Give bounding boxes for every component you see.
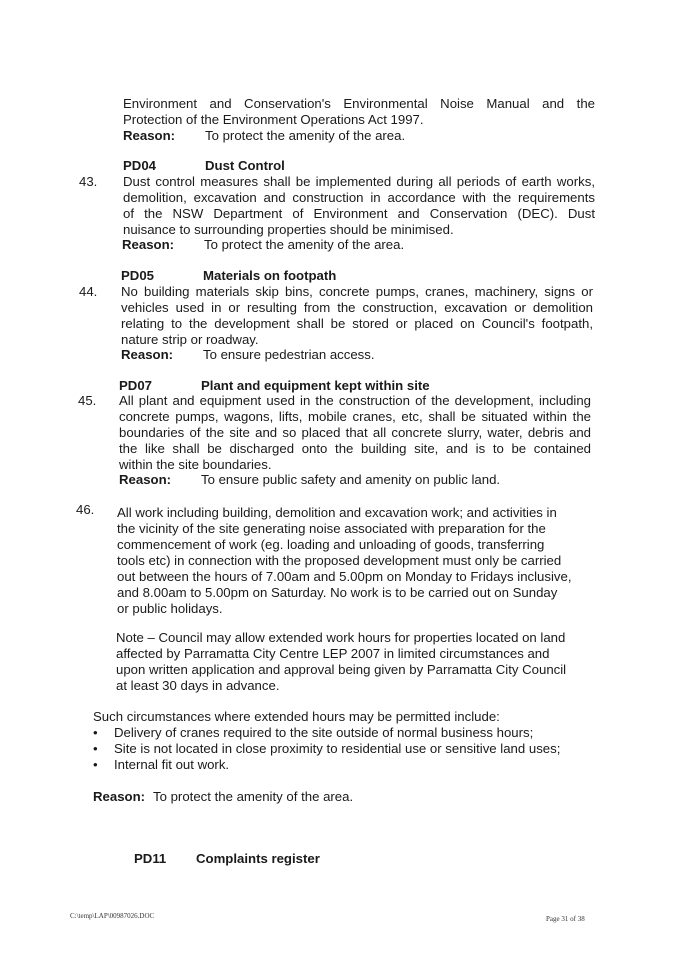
condition-code: PD11 (134, 851, 167, 866)
condition-line: relating to the development shall be stored or placed on Council's footpath, (121, 316, 593, 331)
item46-line: the vicinity of the site generating noise associated with preparation for the (117, 521, 546, 536)
condition-number: 46. (76, 502, 95, 517)
reason-label: Reason: (121, 347, 174, 362)
reason-label: Reason: (122, 237, 175, 252)
item46-line: tools etc) in connection with the proposed development must only be carried (117, 553, 562, 568)
footer-path: C:\temp\LAP\00987026.DOC (70, 912, 155, 920)
item46-line: and 8.00am to 5.00pm on Saturday. No work is to be carried out on Sunday (117, 585, 558, 600)
condition-code: PD07 (119, 378, 152, 393)
intro-line-1: Environment and Conservation's Environmental Noise Manual and the (123, 96, 595, 111)
condition-line: the like shall be discharged onto the building site, and is to be contained (119, 441, 591, 456)
condition-title: Plant and equipment kept within site (201, 378, 430, 393)
note-line: Note – Council may allow extended work hours for properties located on land (116, 630, 566, 645)
reason-text: To protect the amenity of the area. (205, 128, 406, 143)
condition-line: All plant and equipment used in the construction of the development, including (119, 393, 591, 408)
reason-text: To ensure pedestrian access. (203, 347, 375, 362)
item46-line: All work including building, demolition and excavation work; and activities in (117, 505, 557, 520)
reason-text: To protect the amenity of the area. (204, 237, 405, 252)
condition-number: 45. (78, 393, 97, 408)
bullet-icon: • (93, 741, 98, 756)
reason-label: Reason: (119, 472, 172, 487)
condition-title: Materials on footpath (203, 268, 337, 283)
note-line: upon written application and approval being given by Parramatta City Council (116, 662, 567, 677)
bullet-item: Site is not located in close proximity to residential use or sensitive land uses; (114, 741, 561, 756)
reason-label: Reason: (123, 128, 176, 143)
bullet-icon: • (93, 725, 98, 740)
condition-line: boundaries of the site and so placed that all concrete slurry, water, debris and (119, 425, 591, 440)
condition-line: nuisance to surrounding properties should be minimised. (123, 222, 454, 237)
bullet-icon: • (93, 757, 98, 772)
reason-text: To protect the amenity of the area. (153, 789, 354, 804)
condition-line: No building materials skip bins, concrete pumps, cranes, machinery, signs or (121, 284, 593, 299)
condition-line: concrete pumps, wagons, lifts, mobile cranes, etc, shall be situated within the (119, 409, 591, 424)
circumstances-intro: Such circumstances where extended hours may be permitted include: (93, 709, 500, 724)
bullet-item: Internal fit out work. (114, 757, 230, 772)
condition-line: of the NSW Department of Environment and Conservation (DEC). Dust (123, 206, 595, 221)
reason-text: To ensure public safety and amenity on public land. (201, 472, 501, 487)
item46-line: or public holidays. (117, 601, 223, 616)
condition-line: demolition, excavation and construction in accordance with the requirements (123, 190, 595, 205)
intro-line-2: Protection of the Environment Operations Act 1997. (123, 112, 424, 127)
condition-line: vehicles used in or resulting from the construction, excavation or demolition (121, 300, 593, 315)
footer-page-number: Page 31 of 38 (546, 915, 585, 923)
condition-number: 44. (79, 284, 98, 299)
condition-line: Dust control measures shall be implemented during all periods of earth works, (123, 174, 595, 189)
bullet-item: Delivery of cranes required to the site outside of normal business hours; (114, 725, 534, 740)
condition-number: 43. (79, 174, 98, 189)
note-line: at least 30 days in advance. (116, 678, 280, 693)
condition-code: PD04 (123, 158, 156, 173)
reason-label: Reason: (93, 789, 146, 804)
note-line: affected by Parramatta City Centre LEP 2007 in limited circumstances and (116, 646, 550, 661)
condition-line: nature strip or roadway. (121, 332, 259, 347)
item46-line: commencement of work (eg. loading and unloading of goods, transferring (117, 537, 545, 552)
condition-line: within the site boundaries. (119, 457, 272, 472)
condition-title: Dust Control (205, 158, 285, 173)
item46-line: out between the hours of 7.00am and 5.00pm on Monday to Fridays inclusive, (117, 569, 572, 584)
condition-title: Complaints register (196, 851, 320, 866)
condition-code: PD05 (121, 268, 154, 283)
